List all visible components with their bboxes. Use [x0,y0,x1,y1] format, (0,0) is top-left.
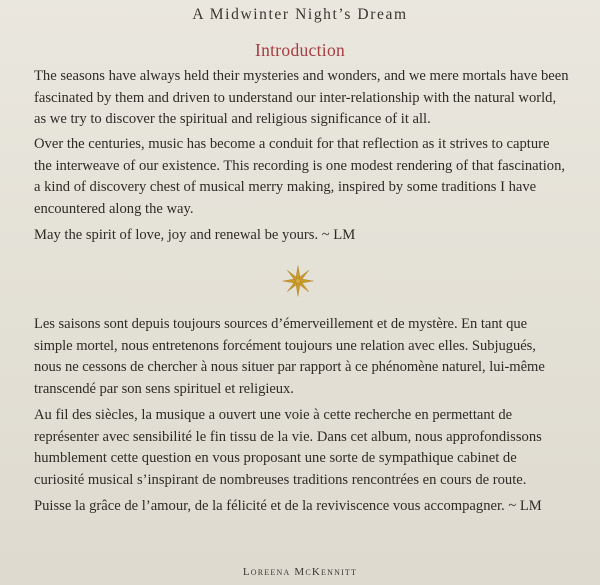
english-paragraph-2 [34,134,594,220]
french-signoff [34,496,594,518]
text-line: encountered along the way. [34,200,194,217]
text-line: as we try to discover the spiritual and religious significance of it all. [34,111,431,127]
text-line: nous ne cessons de chercher à nous situer par rapport à ce phénomène naturel, lui-même [34,359,545,375]
gold-star-icon [280,263,316,299]
text-line: fascinated by them and driven to understand our inter-relationship with the natural world, [34,89,557,106]
french-paragraph-2 [34,405,594,491]
english-paragraph-1 [34,66,594,131]
album-title: A Midwinter Night’s Dream [192,6,408,23]
text-line: curiosité musical s’inspirant de nombreuses traditions rencontrées en cours de route. [34,471,527,488]
english-signoff [34,225,594,247]
text-line: a kind of discovery chest of musical merry making, inspired by some traditions I have [34,179,537,195]
text-line: humblement cette question en vous proposant une sorte de sympathique cabinet de [34,450,517,466]
text-line: The seasons have always held their mysteries and wonders, and we mere mortals have been [34,68,569,84]
text-line: the interweave of our existence. This recording is one modest rendering of that fascination, [34,157,566,174]
text-line: représenter avec sensibilité le fin tissu de la vie. Dans cet album, nous approfondissons [34,428,542,445]
french-paragraph-1 [34,314,594,400]
text-line: May the spirit of love, joy and renewal be yours. ~ LM [34,227,356,243]
artist-name: Loreena McKennitt [242,566,358,578]
text-line: Les saisons sont depuis toujours sources d’émerveillement et de mystère. En tant que [34,316,528,332]
section-title: Introduction [254,40,346,60]
text-line: Au fil des siècles, la musique a ouvert une voie à cette recherche en permettant de [34,407,513,423]
text-line: Over the centuries, music has become a conduit for that reflection as it strives to capture [34,136,550,152]
text-line: simple mortel, nous entretenons forcément toujours une relation avec elles. Subjugués, [34,337,536,354]
text-line: transcendé par son sens spirituel et religieux. [34,380,294,397]
text-line: Puisse la grâce de l’amour, de la félicité et de la reviviscence vous accompagner. ~ LM [34,498,542,514]
